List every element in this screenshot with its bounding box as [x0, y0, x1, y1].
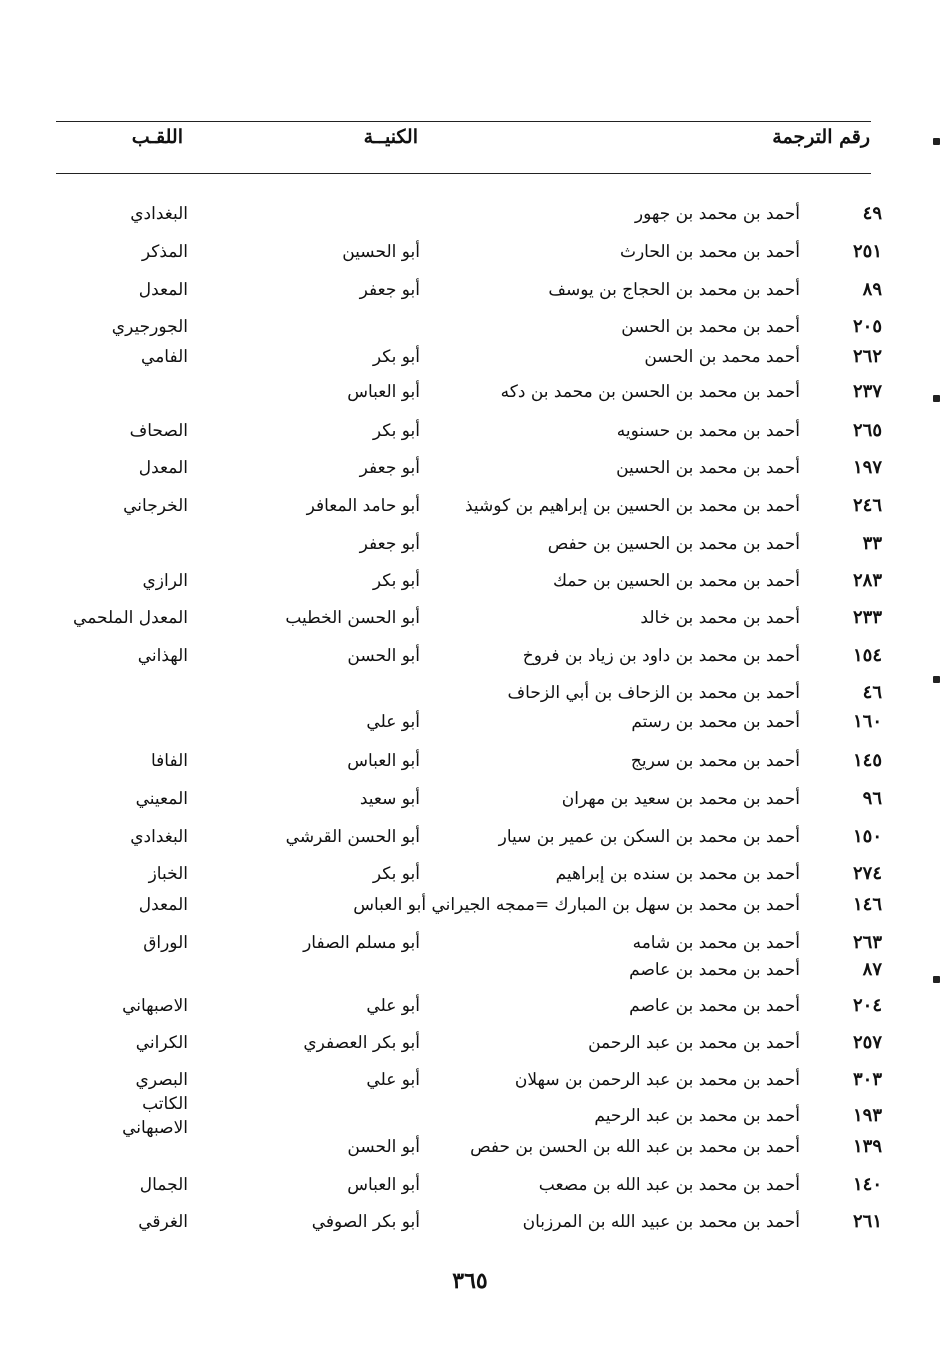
- entry-name: أحمد بن محمد بن داود بن زياد بن فروخ: [522, 646, 800, 666]
- entry-number: ٢٠٥: [852, 316, 882, 337]
- entry-kunya: أبو علي: [366, 712, 420, 732]
- entry-laqab: البغدادي: [130, 827, 188, 847]
- entry-name: أحمد بن محمد بن عاصم: [629, 960, 800, 980]
- entry-number: ٢٦٣: [852, 932, 882, 953]
- entry-kunya: أبو حامد المعافر: [306, 496, 420, 516]
- entry-laqab: الرازي: [142, 571, 188, 591]
- entry-number: ٩٦: [862, 788, 882, 809]
- entry-kunya: أبو الحسن: [347, 1137, 420, 1157]
- table-row: [0, 862, 940, 892]
- table-row: [0, 787, 940, 817]
- entry-laqab: الاصبهاني: [122, 996, 188, 1016]
- table-row: [0, 494, 940, 524]
- table-row: [0, 278, 940, 308]
- margin-mark: [933, 976, 940, 983]
- table-row: [0, 240, 940, 270]
- entry-name: أحمد بن محمد بن الحسين بن حمك: [552, 571, 800, 591]
- entry-number: ٢٨٣: [852, 570, 882, 591]
- entry-kunya: أبو العباس: [347, 382, 420, 402]
- entry-number: ١٦٠: [852, 711, 882, 732]
- table-row: [0, 931, 940, 961]
- entry-name: أحمد بن محمد بن عاصم: [629, 996, 800, 1016]
- entry-name: أحمد بن محمد بن سريج: [630, 751, 800, 771]
- entry-kunya: أبو جعفر: [359, 534, 420, 554]
- entry-name: أحمد محمد بن الحسن: [644, 347, 800, 367]
- table-row: [0, 644, 940, 674]
- entry-kunya: أبو بكر: [372, 421, 420, 441]
- table-row: [0, 345, 940, 375]
- entry-name: أحمد بن محمد بن السكن بن عمير بن سيار: [498, 827, 800, 847]
- entry-name: أحمد بن محمد بن شامه: [632, 933, 800, 953]
- entry-kunya: أبو العباس: [347, 1175, 420, 1195]
- table-row: [0, 569, 940, 599]
- table-row: [0, 1173, 940, 1203]
- entry-kunya: أبو بكر: [372, 571, 420, 591]
- entry-laqab: الجمال: [139, 1175, 188, 1195]
- entry-number: ٤٩: [862, 203, 882, 224]
- entry-kunya: أبو الحسن: [347, 646, 420, 666]
- entry-kunya: أبو بكر الصوفي: [311, 1212, 420, 1232]
- entry-name: أحمد بن محمد بن عبيد الله بن المرزبان: [522, 1212, 800, 1232]
- entry-name: أحمد بن محمد بن رستم: [631, 712, 800, 732]
- entry-kunya: أبو العباس: [347, 751, 420, 771]
- table-row: [0, 202, 940, 232]
- entry-name: أحمد بن محمد بن خالد: [640, 608, 800, 628]
- table-row: [0, 532, 940, 562]
- header-number: رقم الترجمة: [772, 126, 870, 148]
- entry-name: أحمد بن محمد بن سنده بن إبراهيم: [555, 864, 800, 884]
- entry-number: ٢٦٥: [852, 420, 882, 441]
- entry-laqab: المعدل: [138, 458, 188, 478]
- table-row: [0, 893, 940, 923]
- entry-laqab: الغرقي: [138, 1212, 188, 1232]
- table-row: [0, 419, 940, 449]
- entry-laqab: المعدل: [138, 280, 188, 300]
- entry-laqab: المذكر: [141, 242, 188, 262]
- table-row: [0, 1210, 940, 1240]
- entry-name: أحمد بن محمد بن عبد الرحمن: [588, 1033, 800, 1053]
- margin-mark: [933, 395, 940, 402]
- entry-number: ٢٥١: [852, 241, 882, 262]
- entry-name: أحمد بن محمد بن سهل بن المبارك =ممجه الجيراني أبو العباس: [353, 895, 800, 915]
- header-laqab: اللقـب: [131, 126, 183, 148]
- entry-laqab: المعيني: [135, 789, 188, 809]
- entry-kunya: أبو بكر العصفري: [303, 1033, 420, 1053]
- entry-number: ١٣٩: [852, 1136, 882, 1157]
- entry-name: أحمد بن محمد بن عبد الرحمن بن سهلان: [514, 1070, 800, 1090]
- entry-name: أحمد بن محمد بن حسنويه: [616, 421, 800, 441]
- entry-laqab: الهذاني: [137, 646, 188, 666]
- entry-kunya: أبو سعيد: [359, 789, 420, 809]
- entry-name: أحمد بن محمد بن سعيد بن مهران: [561, 789, 800, 809]
- table-row: [0, 1031, 940, 1061]
- entry-number: ١٤٦: [852, 894, 882, 915]
- margin-mark: [933, 676, 940, 683]
- entry-name: أحمد بن محمد بن الزحاف بن أبي الزحاف: [507, 683, 800, 703]
- entry-laqab: المعدل الملحمي: [73, 608, 188, 628]
- entry-name: أحمد بن محمد بن الحسين بن إبراهيم بن كوشيذ: [465, 496, 800, 516]
- entry-number: ٣٣: [862, 533, 882, 554]
- entry-kunya: أبو علي: [366, 1070, 420, 1090]
- entry-kunya: أبو علي: [366, 996, 420, 1016]
- entry-laqab: الكراني: [135, 1033, 188, 1053]
- entry-number: ٨٩: [862, 279, 882, 300]
- entry-number: ٢٣٣: [852, 607, 882, 628]
- header-rule: [56, 173, 871, 174]
- entry-kunya: أبو مسلم الصفار: [303, 933, 420, 953]
- table-row: [0, 1104, 940, 1134]
- table-row: [0, 380, 940, 410]
- table-row: [0, 681, 940, 711]
- entry-name: أحمد بن محمد بن الحسن بن محمد بن دكه: [500, 382, 800, 402]
- entry-kunya: أبو الحسين: [342, 242, 420, 262]
- table-row: [0, 606, 940, 636]
- entry-number: ٢٧٤: [852, 863, 882, 884]
- table-row: [0, 994, 940, 1024]
- page-number: ٣٦٥: [452, 1268, 488, 1294]
- header-kunya: الكنيــة: [363, 126, 418, 148]
- entry-kunya: أبو الحسن القرشي: [285, 827, 420, 847]
- entry-laqab: الخباز: [148, 864, 188, 884]
- entry-number: ٢٥٧: [852, 1032, 882, 1053]
- entry-number: ١٥٠: [852, 826, 882, 847]
- entry-name: أحمد بن محمد بن عبد الرحيم: [594, 1106, 800, 1126]
- entry-name: أحمد بن محمد بن الحسين بن حفص: [547, 534, 800, 554]
- table-row: [0, 825, 940, 855]
- table-row: [0, 315, 940, 345]
- entry-name: أحمد بن محمد بن عبد الله بن الحسن بن حفص: [470, 1137, 800, 1157]
- table-row: [0, 958, 940, 988]
- entry-laqab: المعدل: [138, 895, 188, 915]
- entry-laqab: الفامي: [141, 347, 188, 367]
- entry-number: ٢٣٧: [852, 381, 882, 402]
- table-row: [0, 749, 940, 779]
- entry-number: ١٥٤: [852, 645, 882, 666]
- entry-kunya: أبو بكر: [372, 864, 420, 884]
- table-row: [0, 1135, 940, 1165]
- entry-number: ٤٦: [862, 682, 882, 703]
- entry-number: ١٩٣: [852, 1105, 882, 1126]
- entry-kunya: أبو جعفر: [359, 280, 420, 300]
- margin-mark: [933, 138, 940, 145]
- entry-name: أحمد بن محمد بن جهور: [634, 204, 800, 224]
- entry-kunya: أبو جعفر: [359, 458, 420, 478]
- entry-number: ٢٠٤: [852, 995, 882, 1016]
- entry-number: ١٤٠: [852, 1174, 882, 1195]
- entry-name: أحمد بن محمد بن الحارث: [619, 242, 800, 262]
- entry-number: ٣٠٣: [852, 1069, 882, 1090]
- entry-laqab: الصحاف: [129, 421, 188, 441]
- entry-laqab: الجورجيري: [111, 317, 188, 337]
- entry-laqab: الوراق: [143, 933, 188, 953]
- entry-name: أحمد بن محمد بن عبد الله بن مصعب: [538, 1175, 800, 1195]
- entry-kunya: أبو الحسن الخطيب: [285, 608, 420, 628]
- entry-name: أحمد بن محمد بن الحسين: [616, 458, 800, 478]
- entry-number: ٨٧: [862, 959, 882, 980]
- entry-kunya: أبو بكر: [372, 347, 420, 367]
- entry-laqab: البصري الكاتب الاصبهاني: [122, 1070, 188, 1138]
- table-row: [0, 710, 940, 740]
- entry-laqab: الخرجاني: [123, 496, 188, 516]
- entry-laqab: الفافا: [151, 751, 188, 771]
- entry-number: ٢٤٦: [852, 495, 882, 516]
- entry-number: ٢٦٢: [852, 346, 882, 367]
- entry-name: أحمد بن محمد بن الحجاج بن يوسف: [548, 280, 800, 300]
- table-row: [0, 456, 940, 486]
- entry-number: ١٤٥: [852, 750, 882, 771]
- entry-number: ١٩٧: [852, 457, 882, 478]
- entry-laqab: البغدادي: [130, 204, 188, 224]
- top-rule: [56, 121, 871, 122]
- entry-number: ٢٦١: [852, 1211, 882, 1232]
- entry-name: أحمد بن محمد بن الحسن: [621, 317, 800, 337]
